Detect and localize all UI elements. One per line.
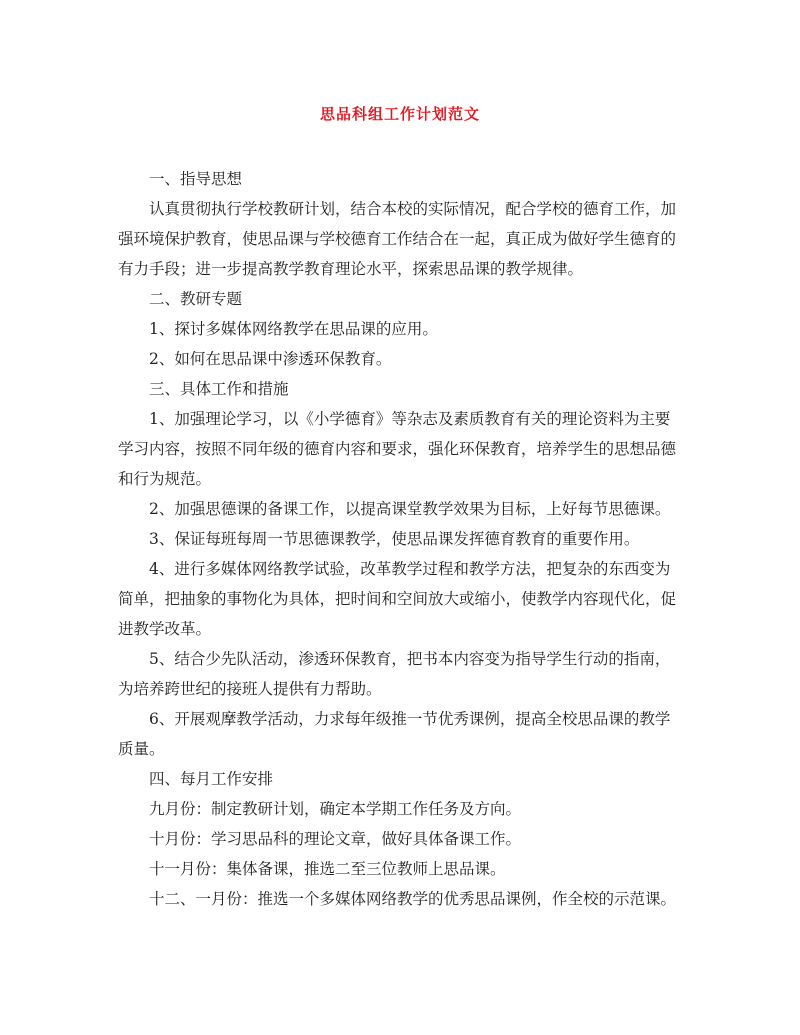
list-item: 3、保证每班每周一节思德课教学，使思品课发挥德育教育的重要作用。 <box>149 530 640 548</box>
list-item: 2、加强思德课的备课工作，以提高课堂教学效果为目标，上好每节思德课。 <box>149 500 671 518</box>
document-title: 思品科组工作计划范文 <box>319 105 480 123</box>
schedule-item: 十月份：学习思品科的理论文章，做好具体备课工作。 <box>149 830 522 848</box>
section-heading: 二、教研专题 <box>149 290 243 308</box>
section-heading: 三、具体工作和措施 <box>149 380 289 398</box>
list-item: 6、开展观摩教学活动，力求每年级推一节优秀课例，提高全校思品课的教学质量。 <box>118 710 671 758</box>
list-item: 1、探讨多媒体网络教学在思品课的应用。 <box>149 320 438 338</box>
schedule-item: 十一月份：集体备课，推选二至三位教师上思品课。 <box>149 860 506 878</box>
schedule-item: 十二、一月份：推选一个多媒体网络教学的优秀思品课例，作全校的示范课。 <box>149 890 677 908</box>
schedule-item: 九月份：制定教研计划，确定本学期工作任务及方向。 <box>149 800 522 818</box>
list-item: 2、如何在思品课中渗透环保教育。 <box>149 350 392 368</box>
paragraph: 认真贯彻执行学校教研计划，结合本校的实际情况，配合学校的德育工作，加强环境保护教育，使思品课与学校德育工作结合在一起，真正成为做好学生德育的有力手段；进一步提高教学教育理论水平，探索思品课的教学规律。 <box>118 200 677 278</box>
list-item: 5、结合少先队活动，渗透环保教育，把书本内容变为指导学生行动的指南，为培养跨世纪的接班人提供有力帮助。 <box>118 650 671 698</box>
section-heading: 一、指导思想 <box>149 170 243 188</box>
list-item: 4、进行多媒体网络教学试验，改革教学过程和教学方法，把复杂的东西变为简单，把抽象的事物化为具体，把时间和空间放大或缩小，使教学内容现代化，促进教学改革。 <box>118 560 677 638</box>
section-heading: 四、每月工作安排 <box>149 770 274 788</box>
list-item: 1、加强理论学习，以《小学德育》等杂志及素质教育有关的理论资料为主要学习内容，按照不同年级的德育内容和要求，强化环保教育，培养学生的思想品德和行为规范。 <box>118 410 677 488</box>
document-body <box>118 164 684 914</box>
